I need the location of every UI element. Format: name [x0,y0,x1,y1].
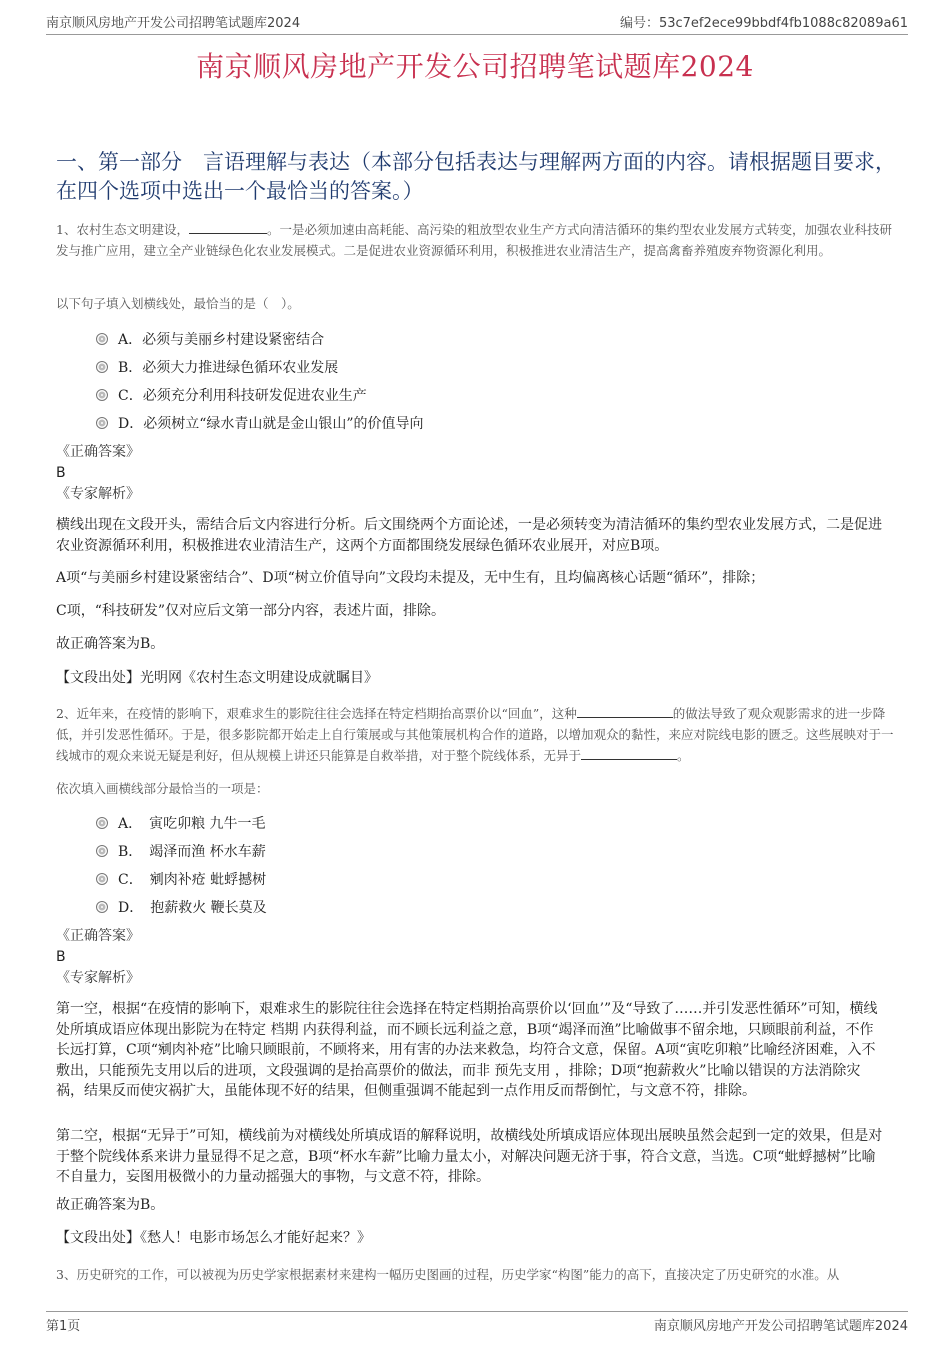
answer-value: B [56,465,66,481]
option-d[interactable] [96,409,424,437]
option-label: C．必须充分利用科技研发促进农业生产 [118,388,367,404]
question-1-source [56,668,886,689]
source-label: 【文段出处】 [56,1230,140,1246]
analysis-paragraph: 第一空，根据“在疫情的影响下，艰难求生的影院往往会选择在特定档期抬高票价以‘回血’”及“导致了……并引发恶性循环”可知，横线处所填成语应体现出影院为在特定 档期 内获得利益，而不顾长远利益之意，B项“竭泽而渔”比喻做事不留余地，只顾眼前利益，不作长远打算，C项“剜肉补疮”比喻只顾眼前，不顾将来，用有害的办法来救急，均符合文意，保留。A项“寅吃卯粮”比喻经济困难，入不敷出，只能预先支用以后的进项，文段强调的是抬高票价的做法，而非 预先支用 ，排除；D项“抱薪救火”比喻以错误的方法消除灾祸，结果反而使灾祸扩大，虽能体现不好的结果，但侧重强调不能起到一点作用反而帮倒忙，与文意不符，排除。 [56,1001,878,1099]
analysis-label: 《专家解析》 [56,486,140,502]
section-heading: 一、第一部分 言语理解与表达（本部分包括表达与理解两方面的内容。请根据题目要求，在四个选项中选出一个最恰当的答案。） [56,150,896,203]
answer-value: B [56,949,66,965]
question-1-analysis-2 [56,568,886,589]
option-label: D． 抱薪救火 鞭长莫及 [118,900,267,916]
page-number: 第1页 [46,1319,81,1334]
fill-blank [581,745,677,760]
analysis-paragraph: 第二空，根据“无异于”可知，横线前为对横线处所填成语的解释说明，故横线处所填成语应体现出展映虽然会起到一定的效果，但是对于整个院线体系来讲力量显得不足之意，B项“杯水车薪”比喻力量太小，对解决问题无济于事，符合文意，当选。C项“蚍蜉撼树”比喻不自量力，妄图用极微小的力量动摇强大的事物，与文意不符，排除。 [56,1128,883,1185]
question-2-answer-block [56,926,886,989]
page-header [46,12,908,35]
question-1-options [96,325,424,437]
analysis-paragraph: 故正确答案为B。 [56,636,165,652]
question-2-text-mid: 的做法导致了观众观影需求的进一步降低，并引发恶性循环。于是，很多影院都开始走上自行策展或与其他策展机构合作的道路，以增加观众的黏性，来应对院线电影的匮乏。这些展映对于一线城市的观众来说无疑是利好，但从规模上讲还只能算是自救举措，对于整个院线体系，无异于 [56,706,894,763]
option-label: C． 剜肉补疮 蚍蜉撼树 [118,872,267,888]
question-2-options [96,809,267,921]
source-label: 【文段出处】 [56,670,140,686]
option-b[interactable] [96,353,424,381]
question-2-analysis-2 [56,1126,886,1188]
radio-icon[interactable] [96,333,108,345]
question-2-text-end: 。 [677,748,690,763]
analysis-label: 《专家解析》 [56,970,140,986]
option-d[interactable] [96,893,267,921]
page-footer [46,1311,908,1334]
option-label: B． 竭泽而渔 杯水车薪 [118,844,266,860]
header-doc-id: 编号：53c7ef2ece99bbdf4fb1088c82089a61 [619,16,908,31]
question-1-prompt: 以下句子填入划横线处，最恰当的是（ ）。 [56,296,300,311]
radio-icon[interactable] [96,873,108,885]
radio-icon[interactable] [96,417,108,429]
radio-icon[interactable] [96,845,108,857]
analysis-paragraph: 横线出现在文段开头，需结合后文内容进行分析。后文围绕两个方面论述，一是必须转变为清洁循环的集约型农业发展方式，二是促进农业资源循环利用，积极推进农业清洁生产，这两个方面都围绕发展绿色循环农业展开，对应B项。 [56,517,882,554]
question-2-text [56,703,898,766]
question-3-text: 3、历史研究的工作，可以被视为历史学家根据素材来建构一幅历史图画的过程，历史学家“构图”能力的高下，直接决定了历史研究的水准。从 [56,1267,840,1282]
analysis-paragraph: 故正确答案为B。 [56,1197,165,1213]
question-2-analysis-3 [56,1195,886,1216]
radio-icon[interactable] [96,389,108,401]
question-1-answer-block [56,442,886,505]
radio-icon[interactable] [96,817,108,829]
source-text: 光明网《农村生态文明建设成就瞩目》 [140,670,378,686]
question-2-analysis [56,999,886,1102]
analysis-paragraph: A项“与美丽乡村建设紧密结合”、D项“树立价值导向”文段均未提及，无中生有，且均偏离核心话题“循环”，排除； [56,570,765,586]
footer-doc-title: 南京顺风房地产开发公司招聘笔试题库2024 [653,1319,908,1334]
answer-label: 《正确答案》 [56,444,140,460]
page-title: 南京顺风房地产开发公司招聘笔试题库2024 [196,50,754,83]
radio-icon[interactable] [96,901,108,913]
question-1-text-start: 1、农村生态文明建设， [56,222,189,237]
option-label: D．必须树立“绿水青山就是金山银山”的价值导向 [118,416,424,432]
analysis-paragraph: C项，“科技研发”仅对应后文第一部分内容，表述片面，排除。 [56,603,446,619]
question-2-text-start: 2、近年来，在疫情的影响下，艰难求生的影院往往会选择在特定档期抬高票价以“回血”，这种 [56,706,577,721]
question-1-text [56,219,898,261]
question-1-analysis-3 [56,601,886,622]
question-2-prompt: 依次填入画横线部分最恰当的一项是： [56,781,269,796]
header-doc-title: 南京顺风房地产开发公司招聘笔试题库2024 [46,16,301,31]
question-1-text-rest: 。一是必须加速由高耗能、高污染的粗放型农业生产方式向清洁循环的集约型农业发展方式转变，加强农业科技研发与推广应用，建立全产业链绿色化农业发展模式。二是促进农业资源循环利用，积极推进农业清洁生产，提高禽畜养殖废弃物资源化利用。 [56,222,892,258]
option-label: B．必须大力推进绿色循环农业发展 [118,360,339,376]
option-b[interactable] [96,837,267,865]
answer-label: 《正确答案》 [56,928,140,944]
fill-blank [189,219,267,234]
option-a[interactable] [96,325,424,353]
option-label: A． 寅吃卯粮 九牛一毛 [118,816,266,832]
option-a[interactable] [96,809,267,837]
question-1-analysis [56,515,886,557]
option-c[interactable] [96,865,267,893]
source-text: 《愁人！电影市场怎么才能好起来？》 [140,1230,371,1246]
option-c[interactable] [96,381,424,409]
question-1-analysis-4 [56,634,886,655]
radio-icon[interactable] [96,361,108,373]
fill-blank [577,703,673,718]
question-2-source [56,1228,886,1249]
option-label: A．必须与美丽乡村建设紧密结合 [118,332,325,348]
